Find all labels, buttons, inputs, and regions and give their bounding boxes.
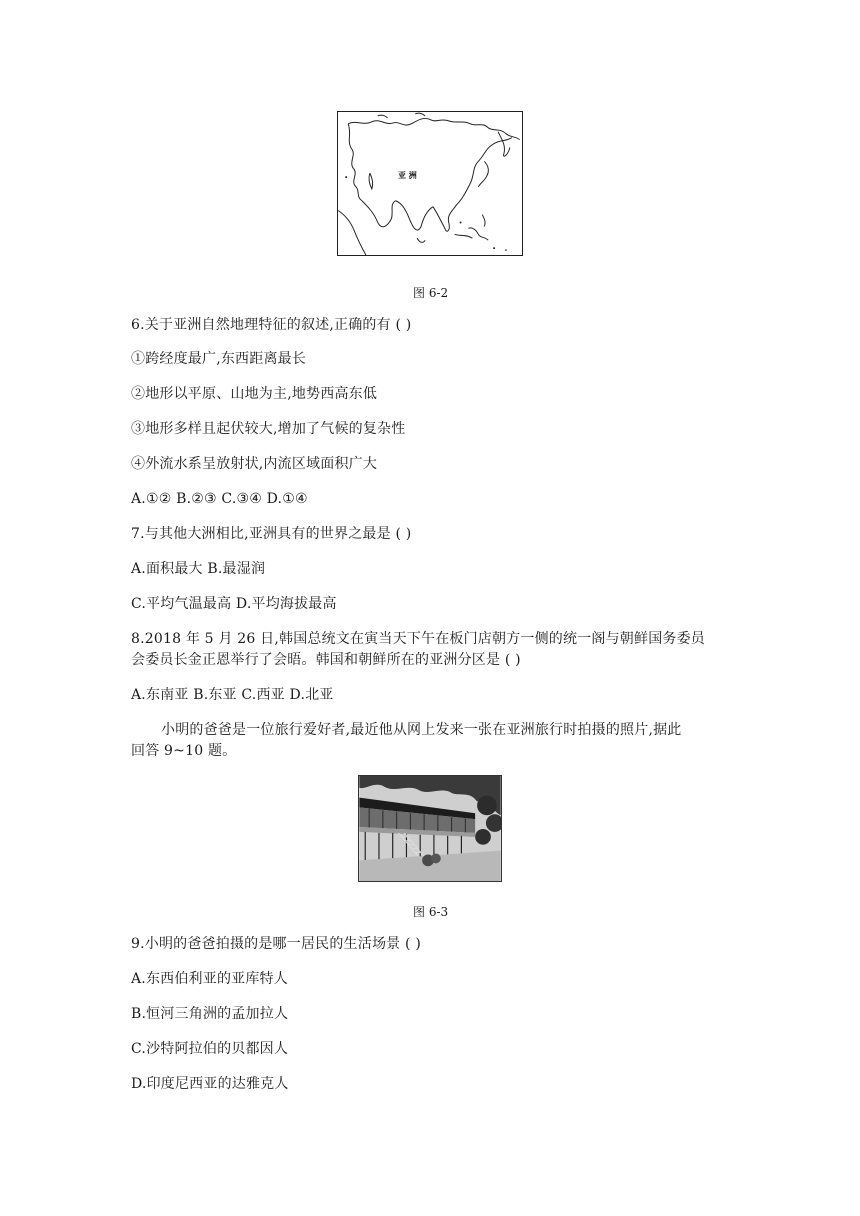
longhouse-photo-image [359, 776, 501, 881]
asia-map [337, 111, 523, 256]
question-7-options-line-1: A.面积最大 B.最湿润 [131, 561, 266, 577]
question-6-item-3: ③地形多样且起伏较大,增加了气候的复杂性 [131, 421, 406, 437]
question-6-options: A.①② B.②③ C.③④ D.①④ [131, 491, 308, 507]
intro-line-2: 回答 9~10 题。 [131, 743, 237, 759]
figure-caption-6-2: 图 6-2 [413, 286, 449, 300]
question-8-stem-line-1: 8.2018 年 5 月 26 日,韩国总统文在寅当天下午在板门店朝方一侧的统一阁与朝鲜国务委员 [131, 631, 706, 647]
asia-map-outline [338, 112, 522, 255]
question-7-stem: 7.与其他大洲相比,亚洲具有的世界之最是 ( ) [131, 526, 412, 542]
longhouse-photo [358, 775, 502, 882]
question-9-option-c: C.沙特阿拉伯的贝都因人 [131, 1041, 289, 1057]
question-8-stem-line-2: 会委员长金正恩举行了会晤。韩国和朝鲜所在的亚洲分区是 ( ) [131, 652, 521, 668]
question-6-item-1: ①跨经度最广,东西距离最长 [131, 351, 307, 367]
question-9-stem: 9.小明的爸爸拍摄的是哪一居民的生活场景 ( ) [131, 936, 421, 952]
intro-line-1: 小明的爸爸是一位旅行爱好者,最近他从网上发来一张在亚洲旅行时拍摄的照片,据此 [161, 722, 682, 738]
question-7-options-line-2: C.平均气温最高 D.平均海拔最高 [131, 596, 337, 612]
question-9-option-b: B.恒河三角洲的孟加拉人 [131, 1006, 289, 1022]
figure-caption-6-3: 图 6-3 [413, 905, 449, 919]
question-8-options: A.东南亚 B.东亚 C.西亚 D.北亚 [131, 687, 334, 703]
question-6-stem: 6.关于亚洲自然地理特征的叙述,正确的有 ( ) [131, 317, 412, 333]
map-label-asia: 亚 洲 [398, 171, 417, 180]
question-6-item-4: ④外流水系呈放射状,内流区域面积广大 [131, 456, 378, 472]
question-9-option-a: A.东西伯利亚的亚库特人 [131, 971, 288, 987]
question-6-item-2: ②地形以平原、山地为主,地势西高东低 [131, 386, 378, 402]
question-9-option-d: D.印度尼西亚的达雅克人 [131, 1076, 289, 1092]
